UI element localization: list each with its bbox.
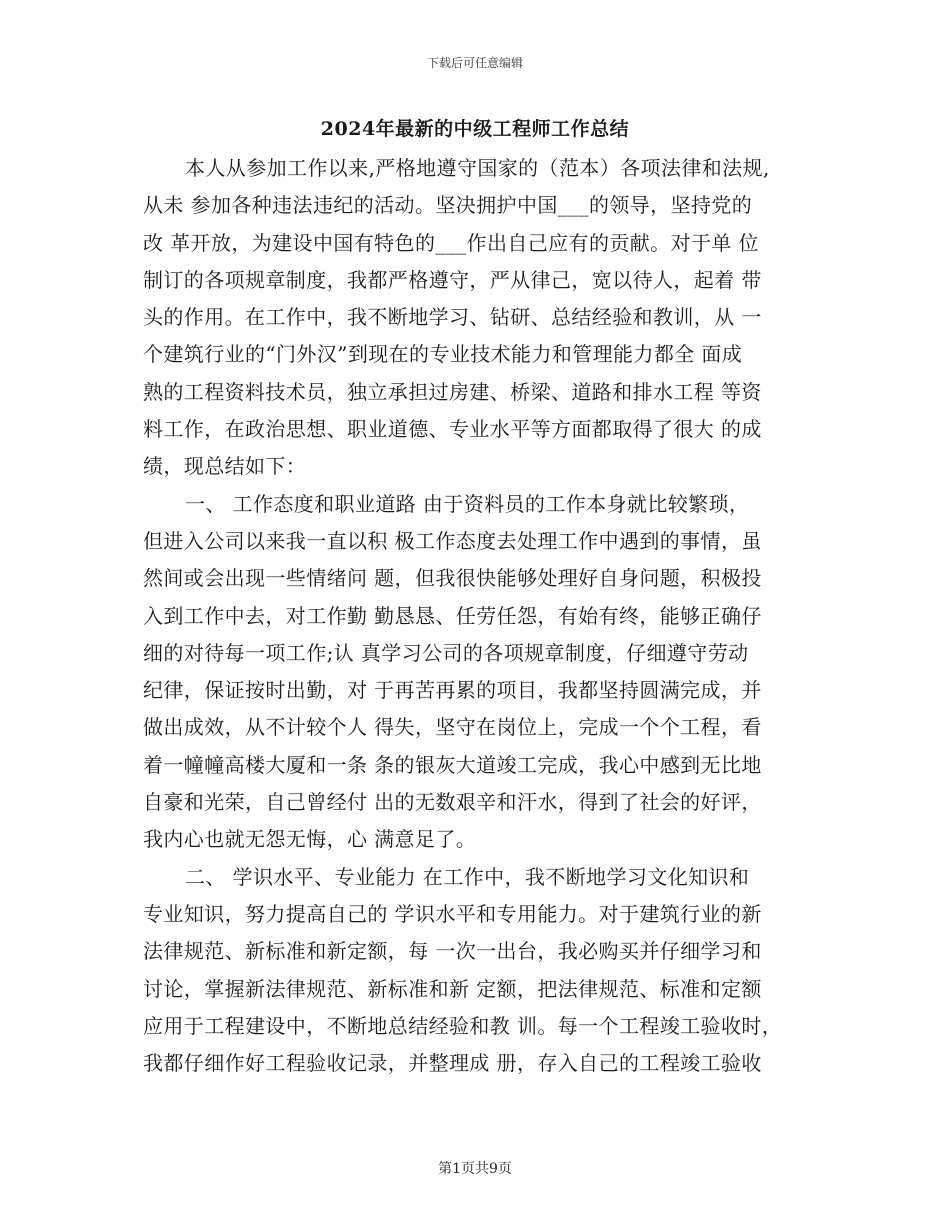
body-line: 讨论，掌握新法律规范、新标准和新 定额，把法律规范、标准和定额 bbox=[143, 976, 762, 1001]
body-line: 料工作，在政治思想、职业道德、专业水平等方面都取得了很大 的成 bbox=[143, 417, 762, 442]
body-line: 着一幢幢高楼大厦和一条 条的银灰大道竣工完成，我心中感到无比地 bbox=[143, 752, 762, 777]
body-line: 但进入公司以来我一直以积 极工作态度去处理工作中遇到的事情，虽 bbox=[143, 528, 762, 553]
body-line: 个建筑行业的“门外汉”到现在的专业技术能力和管理能力都全 面成 bbox=[143, 342, 743, 367]
body-line: 本人从参加工作以来,严格地遵守国家的（范本）各项法律和法规, bbox=[185, 156, 770, 180]
document-title: 2024年最新的中级工程师工作总结 bbox=[320, 118, 630, 140]
document-body bbox=[143, 150, 823, 1082]
body-line: 然间或会出现一些情绪问 题，但我很快能够处理好自身问题，积极投 bbox=[143, 566, 762, 591]
body-line: 绩，现总结如下： bbox=[143, 454, 307, 479]
body-line: 自豪和光荣，自己曾经付 出的无数艰辛和汗水，得到了社会的好评， bbox=[143, 790, 762, 815]
body-line: 从未 参加各种违法违纪的活动。坚决拥护中国___的领导，坚持党的 bbox=[143, 193, 753, 218]
body-line: 我内心也就无怨无悔，心 满意足了。 bbox=[143, 827, 477, 852]
body-line: 应用于工程建设中，不断地总结经验和教 训。每一个工程竣工验收时， bbox=[143, 1013, 783, 1038]
body-line: 入到工作中去，对工作勤 勤恳恳、任劳任怨，有始有终，能够正确仔 bbox=[143, 603, 762, 628]
header-note: 下载后可任意编辑 bbox=[426, 56, 523, 70]
body-line: 改 革开放，为建设中国有特色的___作出自己应有的贡献。对于单 位 bbox=[143, 230, 759, 255]
body-line: 做出成效，从不计较个人 得失，坚守在岗位上，完成一个个工程，看 bbox=[143, 715, 762, 740]
body-line: 法律规范、新标准和新定额，每 一次一出台，我必购买并仔细学习和 bbox=[143, 939, 762, 964]
body-line: 制订的各项规章制度，我都严格遵守，严从律己，宽以待人，起着 带 bbox=[143, 267, 762, 292]
body-line: 专业知识，努力提高自己的 学识水平和专用能力。对于建筑行业的新 bbox=[143, 901, 762, 926]
section-heading-line: 二、 学识水平、专业能力 在工作中，我不断地学习文化知识和 bbox=[185, 864, 750, 889]
body-line: 熟的工程资料技术员，独立承担过房建、桥梁、道路和排水工程 等资 bbox=[143, 379, 762, 404]
body-line: 头的作用。在工作中，我不断地学习、钻研、总结经验和教训，从 一 bbox=[143, 305, 762, 330]
body-line: 细的对待每一项工作;认 真学习公司的各项规章制度，仔细遵守劳动 bbox=[143, 640, 749, 665]
page-number: 第1页共9页 bbox=[438, 1161, 512, 1177]
section-heading-line: 一、 工作态度和职业道路 由于资料员的工作本身就比较繁琐， bbox=[185, 491, 750, 516]
body-line: 我都仔细作好工程验收记录，并整理成 册，存入自己的工程竣工验收 bbox=[143, 1051, 762, 1076]
body-line: 纪律，保证按时出勤，对 于再苦再累的项目，我都坚持圆满完成，并 bbox=[143, 678, 762, 703]
